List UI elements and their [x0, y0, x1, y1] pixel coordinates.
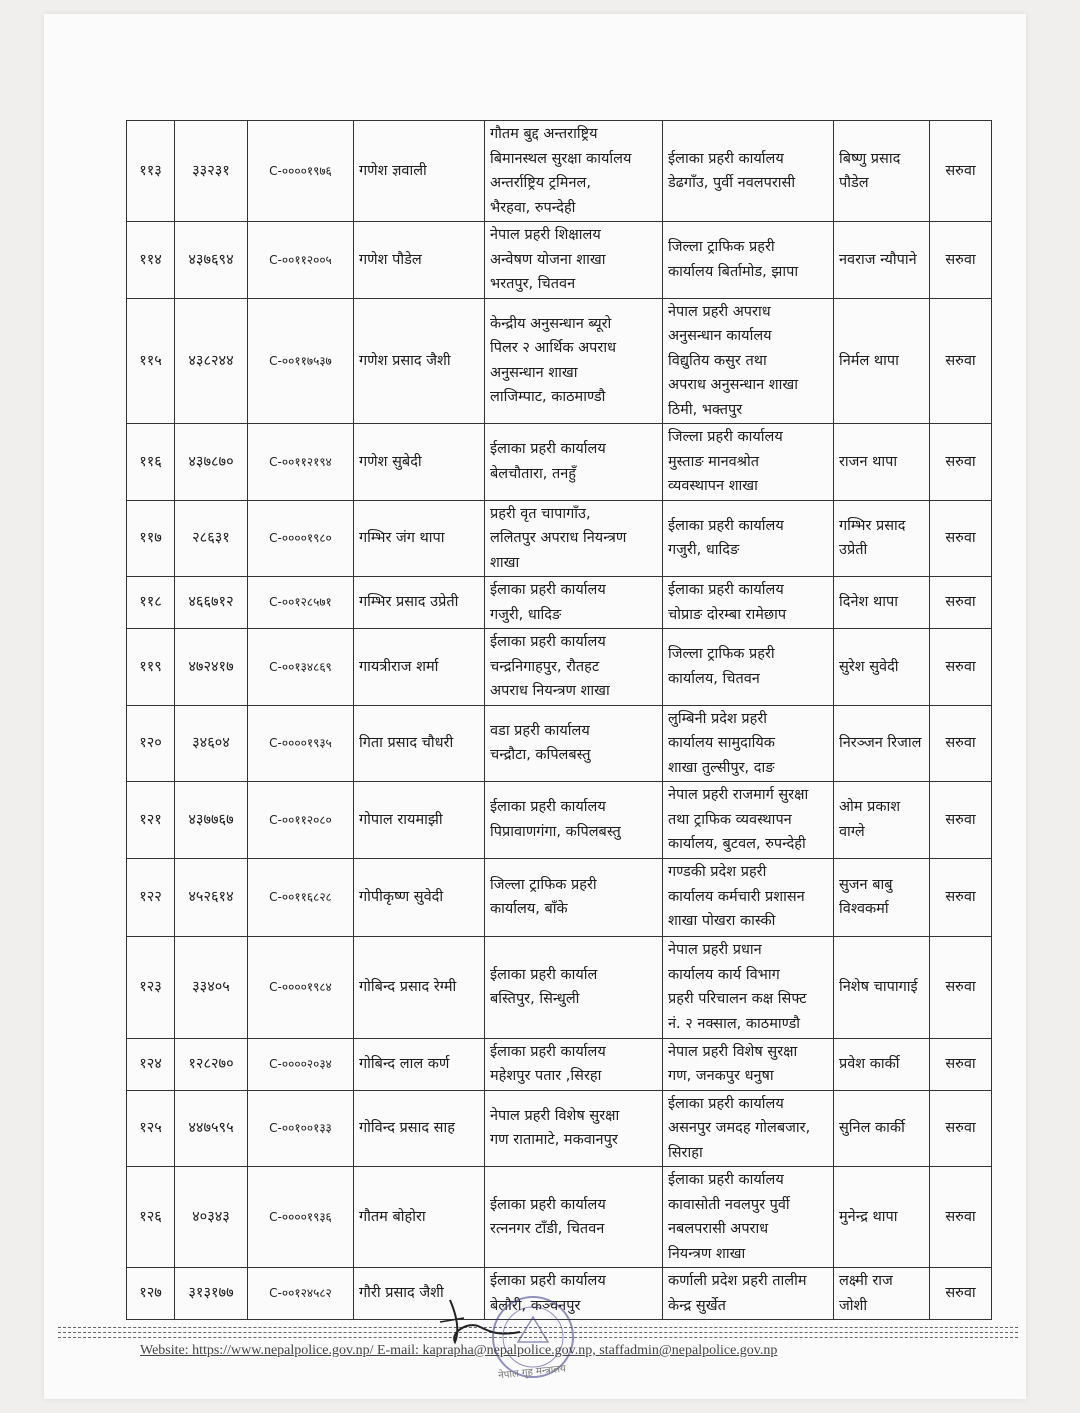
employee-name: गौरी प्रसाद जैशी — [354, 1268, 485, 1320]
personnel-code: C-००११६८२८ — [248, 858, 354, 936]
new-office: नेपाल प्रहरी राजमार्ग सुरक्षा तथा ट्राफिक व्यवस्थापन कार्यालय, बुटवल, रुपन्देही — [663, 782, 834, 859]
table-row — [127, 298, 992, 424]
police-number: ३३२३१ — [175, 121, 248, 222]
police-number: २८६३१ — [175, 500, 248, 577]
personnel-code: C-००००१९८० — [248, 500, 354, 577]
transfer-type: सरुवा — [930, 936, 992, 1038]
serial-number: १२३ — [127, 936, 175, 1038]
approver-name: लक्ष्मी राज जोशी — [834, 1268, 930, 1320]
employee-name: गोबिन्द प्रसाद रेग्मी — [354, 936, 485, 1038]
police-number: ४३८२४४ — [175, 298, 248, 424]
transfer-type: सरुवा — [930, 629, 992, 706]
serial-number: ११३ — [127, 121, 175, 222]
current-office: नेपाल प्रहरी शिक्षालय अन्वेषण योजना शाखा भरतपुर, चितवन — [485, 222, 663, 299]
current-office: ईलाका प्रहरी कार्यालय गजुरी, धादिङ — [485, 577, 663, 629]
current-office: ईलाका प्रहरी कार्यालय बेलचौतारा, तनहुँ — [485, 424, 663, 501]
new-office: नेपाल प्रहरी प्रधान कार्यालय कार्य विभाग प्रहरी परिचालन कक्ष सिफ्ट नं. २ नक्साल, काठमाण्डौ — [663, 936, 834, 1038]
serial-number: १२५ — [127, 1090, 175, 1167]
approver-name: निशेष चापागाई — [834, 936, 930, 1038]
new-office: जिल्ला ट्राफिक प्रहरी कार्यालय बिर्तामोड, झापा — [663, 222, 834, 299]
police-number: ४०३४३ — [175, 1167, 248, 1268]
table-row — [127, 500, 992, 577]
personnel-code: C-००००१९३६ — [248, 1167, 354, 1268]
table-row — [127, 1167, 992, 1268]
transfer-type: सरुवा — [930, 782, 992, 859]
transfer-table — [126, 120, 992, 1320]
new-office: ईलाका प्रहरी कार्यालय कावासोती नवलपुर पुर्वी नबलपरासी अपराध नियन्त्रण शाखा — [663, 1167, 834, 1268]
personnel-code: C-००००१९८४ — [248, 936, 354, 1038]
table-row — [127, 629, 992, 706]
new-office: ईलाका प्रहरी कार्यालय असनपुर जमदह गोलबजार, सिराहा — [663, 1090, 834, 1167]
new-office: नेपाल प्रहरी विशेष सुरक्षा गण, जनकपुर धनुषा — [663, 1038, 834, 1090]
personnel-code: C-००००२०३४ — [248, 1038, 354, 1090]
transfer-type: सरुवा — [930, 1167, 992, 1268]
transfer-type: सरुवा — [930, 858, 992, 936]
serial-number: १२० — [127, 705, 175, 782]
personnel-code: C-००११२००५ — [248, 222, 354, 299]
employee-name: गौतम बोहोरा — [354, 1167, 485, 1268]
serial-number: ११८ — [127, 577, 175, 629]
transfer-type: सरुवा — [930, 424, 992, 501]
new-office: ईलाका प्रहरी कार्यालय डेढगाँउ, पुर्वी नवलपरासी — [663, 121, 834, 222]
new-office: लुम्बिनी प्रदेश प्रहरी कार्यालय सामुदायिक शाखा तुल्सीपुर, दाङ — [663, 705, 834, 782]
police-number: १२८२७० — [175, 1038, 248, 1090]
current-office: ईलाका प्रहरी कार्यालय महेशपुर पतार ,सिरहा — [485, 1038, 663, 1090]
approver-name: मुनेन्द्र थापा — [834, 1167, 930, 1268]
employee-name: गिता प्रसाद चौधरी — [354, 705, 485, 782]
transfer-type: सरुवा — [930, 500, 992, 577]
transfer-type: सरुवा — [930, 298, 992, 424]
transfer-type: सरुवा — [930, 577, 992, 629]
personnel-code: C-००११२०८० — [248, 782, 354, 859]
approver-name: दिनेश थापा — [834, 577, 930, 629]
police-number: ४४७५९५ — [175, 1090, 248, 1167]
transfer-type: सरुवा — [930, 1038, 992, 1090]
police-number: ४३७६९४ — [175, 222, 248, 299]
police-number: ३१३१७७ — [175, 1268, 248, 1320]
new-office: कर्णाली प्रदेश प्रहरी तालीम केन्द्र सुर्खेत — [663, 1268, 834, 1320]
current-office: प्रहरी वृत चापागाँउ, ललितपुर अपराध नियन्त्रण शाखा — [485, 500, 663, 577]
approver-name: सुनिल कार्की — [834, 1090, 930, 1167]
new-office: जिल्ला प्रहरी कार्यालय मुस्ताङ मानवश्रोत व्यवस्थापन शाखा — [663, 424, 834, 501]
table-row — [127, 858, 992, 936]
approver-name: राजन थापा — [834, 424, 930, 501]
transfer-type: सरुवा — [930, 705, 992, 782]
approver-name: निरञ्जन रिजाल — [834, 705, 930, 782]
approver-name: गम्भिर प्रसाद उप्रेती — [834, 500, 930, 577]
current-office: केन्द्रीय अनुसन्धान ब्यूरो पिलर २ आर्थिक अपराध अनुसन्धान शाखा लाजिम्पाट, काठमाण्डौ — [485, 298, 663, 424]
table-row — [127, 577, 992, 629]
current-office: ईलाका प्रहरी कार्यालय रत्ननगर टाँडी, चितवन — [485, 1167, 663, 1268]
personnel-code: C-००११२१९४ — [248, 424, 354, 501]
serial-number: १२४ — [127, 1038, 175, 1090]
approver-name: सुजन बाबु विश्वकर्मा — [834, 858, 930, 936]
approver-name: ओम प्रकाश वाग्ले — [834, 782, 930, 859]
police-number: ४७२४१७ — [175, 629, 248, 706]
personnel-code: C-००१००१३३ — [248, 1090, 354, 1167]
new-office: ईलाका प्रहरी कार्यालय गजुरी, धादिङ — [663, 500, 834, 577]
current-office: नेपाल प्रहरी विशेष सुरक्षा गण रातामाटे, मकवानपुर — [485, 1090, 663, 1167]
personnel-code: C-००१२४५८२ — [248, 1268, 354, 1320]
serial-number: ११७ — [127, 500, 175, 577]
current-office: वडा प्रहरी कार्यालय चन्द्रौटा, कपिलबस्तु — [485, 705, 663, 782]
new-office: गण्डकी प्रदेश प्रहरी कार्यालय कर्मचारी प्रशासन शाखा पोखरा कास्की — [663, 858, 834, 936]
footer-contact: Website: https://www.nepalpolice.gov.np/ E-mail: kaprapha@nepalpolice.gov.np, staffadmin@nepalpolice.gov.np — [140, 1343, 778, 1358]
approver-name: निर्मल थापा — [834, 298, 930, 424]
new-office: ईलाका प्रहरी कार्यालय चोप्राङ दोरम्बा रामेछाप — [663, 577, 834, 629]
employee-name: गम्भिर प्रसाद उप्रेती — [354, 577, 485, 629]
approver-name: बिष्णु प्रसाद पौडेल — [834, 121, 930, 222]
serial-number: १२१ — [127, 782, 175, 859]
employee-name: गणेश प्रसाद जैशी — [354, 298, 485, 424]
transfer-type: सरुवा — [930, 121, 992, 222]
police-number: ३३४०५ — [175, 936, 248, 1038]
police-number: ३४६०४ — [175, 705, 248, 782]
employee-name: गणेश सुबेदी — [354, 424, 485, 501]
current-office: ईलाका प्रहरी कार्यालय चन्द्रनिगाहपुर, रौतहट अपराध नियन्त्रण शाखा — [485, 629, 663, 706]
employee-name: गोपीकृष्ण सुवेदी — [354, 858, 485, 936]
employee-name: गम्भिर जंग थापा — [354, 500, 485, 577]
current-office: ईलाका प्रहरी कार्यालय बेलौरी, कञ्चनपुर — [485, 1268, 663, 1320]
employee-name: गायत्रीराज शर्मा — [354, 629, 485, 706]
table-row — [127, 1090, 992, 1167]
police-number: ४५२६१४ — [175, 858, 248, 936]
serial-number: १२७ — [127, 1268, 175, 1320]
new-office: नेपाल प्रहरी अपराध अनुसन्धान कार्यालय विद्युतिय कसुर तथा अपराध अनुसन्धान शाखा ठिमी, भक्तपुर — [663, 298, 834, 424]
approver-name: नवराज न्यौपाने — [834, 222, 930, 299]
employee-name: गणेश पौडेल — [354, 222, 485, 299]
current-office: जिल्ला ट्राफिक प्रहरी कार्यालय, बाँके — [485, 858, 663, 936]
serial-number: ११४ — [127, 222, 175, 299]
table-row — [127, 424, 992, 501]
new-office: जिल्ला ट्राफिक प्रहरी कार्यालय, चितवन — [663, 629, 834, 706]
table-row — [127, 782, 992, 859]
current-office: ईलाका प्रहरी कार्यालय पिप्रावाणगंगा, कपिलबस्तु — [485, 782, 663, 859]
approver-name: सुरेश सुवेदी — [834, 629, 930, 706]
employee-name: गोबिन्द लाल कर्ण — [354, 1038, 485, 1090]
approver-name: प्रवेश कार्की — [834, 1038, 930, 1090]
serial-number: ११६ — [127, 424, 175, 501]
personnel-code: C-००११७५३७ — [248, 298, 354, 424]
current-office: गौतम बुद्द अन्तराष्ट्रिय बिमानस्थल सुरक्षा कार्यालय अन्तर्राष्ट्रिय ट्रमिनल, भैरहवा, रुपन्देही — [485, 121, 663, 222]
employee-name: गोपाल रायमाझी — [354, 782, 485, 859]
personnel-code: C-००००१९७६ — [248, 121, 354, 222]
transfer-type: सरुवा — [930, 1090, 992, 1167]
current-office: ईलाका प्रहरी कार्याल बस्तिपुर, सिन्धुली — [485, 936, 663, 1038]
table-row — [127, 705, 992, 782]
seal-text: नेपाल गृह मन्त्रालय — [497, 1363, 567, 1382]
table-row — [127, 1038, 992, 1090]
personnel-code: C-००१३४८६९ — [248, 629, 354, 706]
personnel-code: C-००००१९३५ — [248, 705, 354, 782]
employee-name: गोविन्द प्रसाद साह — [354, 1090, 485, 1167]
serial-number: ११५ — [127, 298, 175, 424]
table-row — [127, 121, 992, 222]
serial-number: १२२ — [127, 858, 175, 936]
serial-number: १२६ — [127, 1167, 175, 1268]
table-row — [127, 222, 992, 299]
serial-number: ११९ — [127, 629, 175, 706]
transfer-type: सरुवा — [930, 1268, 992, 1320]
police-number: ४३७७६७ — [175, 782, 248, 859]
personnel-code: C-००१२८५७१ — [248, 577, 354, 629]
transfer-type: सरुवा — [930, 222, 992, 299]
police-number: ४३७८७० — [175, 424, 248, 501]
police-number: ४६६७१२ — [175, 577, 248, 629]
employee-name: गणेश ज्ञवाली — [354, 121, 485, 222]
table-row — [127, 936, 992, 1038]
